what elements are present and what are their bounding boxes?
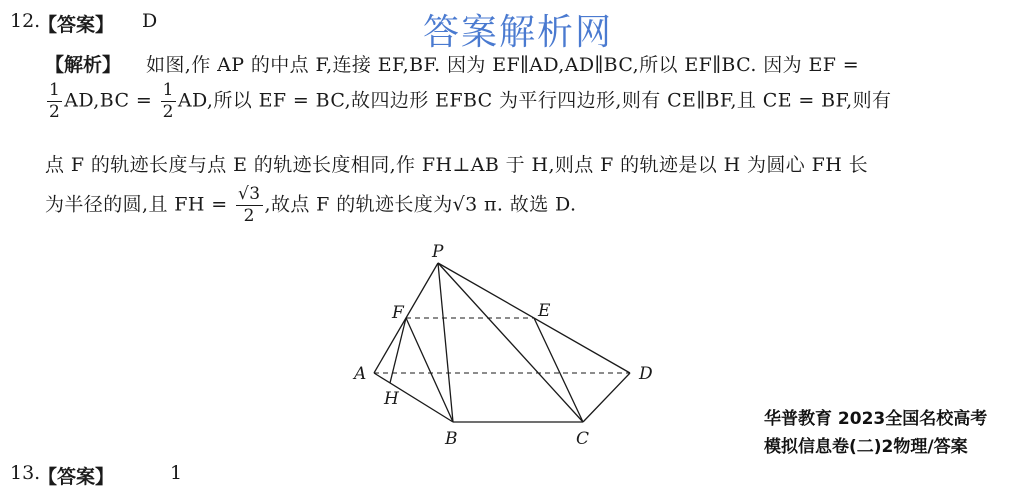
analysis-line-2b: AD,所以 EF = BC,故四边形 EFBC 为平行四边形,则有 CE∥BF,且 CE = BF,则有 — [177, 89, 892, 112]
geometry-figure — [340, 240, 670, 455]
answer-label: 【答案】 — [38, 14, 115, 36]
label-F: F — [392, 303, 404, 323]
label-P: P — [432, 242, 444, 262]
fraction-denominator: 2 — [49, 102, 61, 122]
label-C: C — [576, 429, 590, 449]
label-E: E — [538, 301, 551, 321]
fraction-half-2 — [161, 82, 176, 121]
label-B: B — [445, 429, 458, 449]
next-answer-label: 【答案】 — [38, 466, 115, 488]
edge-PC — [438, 263, 583, 422]
fraction-numerator: √3 — [238, 184, 261, 204]
fraction-denominator: 2 — [162, 102, 174, 122]
publisher-line-2: 模拟信息卷(二)2物理/答案 — [764, 437, 968, 457]
next-question-number: 13. — [10, 462, 41, 484]
analysis-line-4 — [45, 186, 576, 225]
analysis-line-3: 点 F 的轨迹长度与点 E 的轨迹长度相同,作 FH⊥AB 于 H,则点 F 的轨迹是以 H 为圆心 FH 长 — [45, 154, 869, 176]
analysis-label: 【解析】 — [45, 54, 122, 76]
fraction-numerator: 1 — [162, 80, 174, 100]
publisher-line-1: 华普教育 2023全国名校高考 — [764, 409, 988, 429]
label-H: H — [384, 389, 399, 409]
analysis-line-1: 如图,作 AP 的中点 F,连接 EF,BF. 因为 EF∥AD,AD∥BC,所以 EF∥BC. 因为 EF = — [146, 54, 860, 76]
fraction-numerator: 1 — [49, 80, 61, 100]
fraction-denominator: 2 — [243, 206, 255, 226]
analysis-line-4b: ,故点 F 的轨迹长度为√3 π. 故选 D. — [264, 193, 577, 216]
edge-CD — [583, 373, 630, 422]
label-A: A — [354, 364, 367, 384]
fraction-half-1 — [47, 82, 62, 121]
analysis-line-2 — [45, 82, 891, 121]
segment-EC — [534, 318, 583, 422]
label-D: D — [639, 364, 653, 384]
question-number: 12. — [10, 10, 41, 32]
watermark: 答案解析网 — [423, 12, 614, 53]
analysis-line-2a: AD,BC = — [64, 89, 153, 112]
edge-PB — [438, 263, 453, 422]
analysis-line-4a: 为半径的圆,且 FH = — [45, 193, 228, 216]
fraction-sqrt3-over-2 — [236, 186, 262, 225]
next-answer-value: 1 — [170, 462, 183, 484]
answer-value: D — [142, 10, 158, 32]
